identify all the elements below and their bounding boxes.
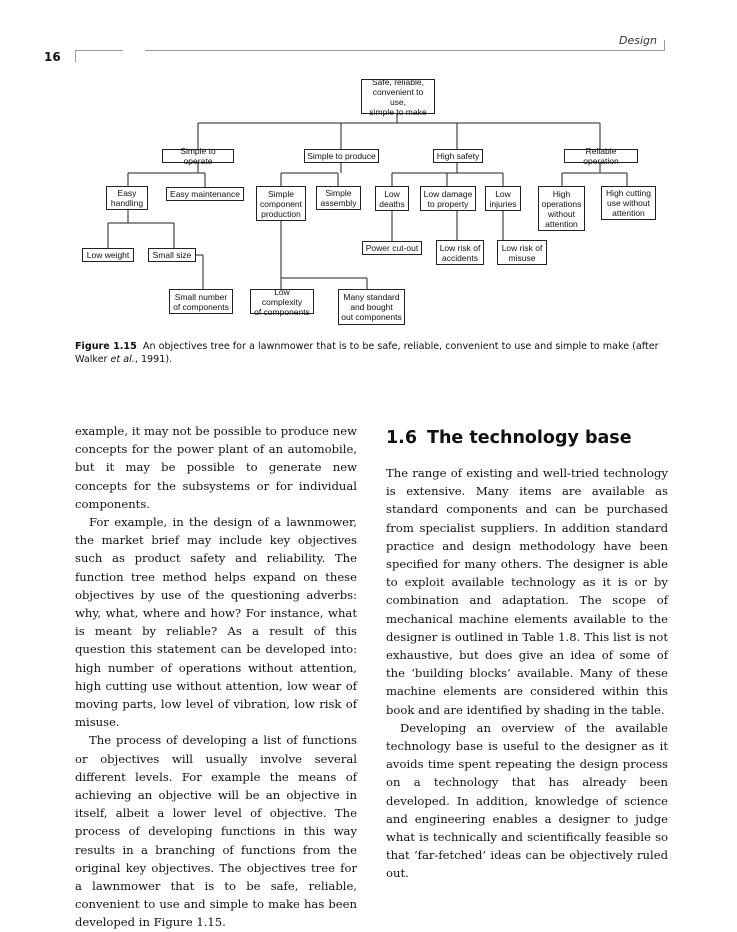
figure-caption-text: An objectives tree for a lawnmower that is to be safe, reliable, convenient to use and simple to make (after Walker [75,341,659,365]
figure-caption-tail: , 1991). [134,354,173,365]
right-paragraph-2: Developing an overview of the available technology base is useful to the designer as it avoids time spent repeating the design process on a technology that has already been developed. In addition, knowledge of science and engineering enables a designer to judge what is technically and scientifically feasible so that ‘far-fetched’ ideas can be objectively ruled out. [386,720,668,881]
tree-node-simple-to-operate: Simple to operate [162,149,234,163]
tree-node-small-number-of-components: Small number of components [169,289,233,314]
tree-node-low-deaths: Low deaths [375,186,409,211]
tree-node-easy-maintenance: Easy maintenance [166,187,244,201]
tree-node-reliable-operation: Reliable operation [564,149,638,163]
figure-caption [75,340,665,366]
tree-node-many-standard-components: Many standard and bought out components [338,289,405,325]
left-paragraph-2: For example, in the design of a lawnmower, the market brief may include key objectives such as product safety and reliability. The function tree method helps expand on these objectives by use of the questioning adverbs: why, what, where and how? For instance, what is meant by reliable? As a result of this question this statement can be developed into: high number of operations without attention, high cutting use without attention, low wear of moving parts, low level of vibration, low risk of misuse. [75,515,357,730]
tree-node-low-injuries: Low injuries [485,186,521,211]
section-heading [386,428,632,448]
tree-node-high-safety: High safety [433,149,483,163]
tree-node-low-complexity-of-components: Low complexity of components [250,289,314,314]
tree-node-root: Safe, reliable, convenient to use, simple to make [361,79,435,114]
figure-caption-label: Figure 1.15 [75,341,137,352]
section-number: 1.6 [386,428,418,448]
tree-node-low-damage-to-property: Low damage to property [420,186,476,211]
tree-node-high-cutting: High cutting use without attention [601,186,656,220]
right-paragraph-1: The range of existing and well-tried technology is extensive. Many items are available as standard components and can be purchased from specialist suppliers. In addition standard practice and design methodology have been specified for many others. The designer is able to exploit available technology as it is or by combination and adaptation. The scope of mechanical machine elements available to the designer is outlined in Table 1.8. This list is not exhaustive, but does give an idea of some of the ‘building blocks’ available. Many of these machine elements are considered within this book and are identified by shading in the table. [386,466,668,717]
figure-caption-etal: et al. [110,354,135,365]
tree-node-low-risk-of-accidents: Low risk of accidents [436,240,484,265]
tree-node-high-operations: High operations without attention [538,186,585,231]
tree-node-simple-to-produce: Simple to produce [304,149,379,163]
tree-node-power-cut-out: Power cut-out [362,241,422,255]
right-column [386,464,668,883]
tree-node-low-weight: Low weight [82,248,134,262]
section-title: The technology base [427,428,632,448]
tree-node-easy-handling: Easy handling [106,186,148,210]
left-column [75,422,357,932]
left-paragraph-1: example, it may not be possible to produce new concepts for the power plant of an automobile, but it may be possible to generate new concepts for the subsystems or for individual components. [75,424,357,511]
tree-node-simple-assembly: Simple assembly [316,186,361,210]
left-paragraph-3: The process of developing a list of functions or objectives will usually involve several different levels. For example the means of achieving an objective will be an objective in itself, albeit a lower level of objective. The process of developing functions in this way results in a branching of functions from the original key objectives. The objectives tree for a lawnmower that is to be safe, reliable, convenient to use and simple to make has been developed in Figure 1.15. [75,733,357,930]
tree-node-small-size: Small size [148,248,196,262]
tree-node-low-risk-of-misuse: Low risk of misuse [497,240,547,265]
page-number: 16 [44,50,61,64]
running-head: Design [619,34,657,47]
tree-node-simple-component-production: Simple component production [256,186,306,221]
